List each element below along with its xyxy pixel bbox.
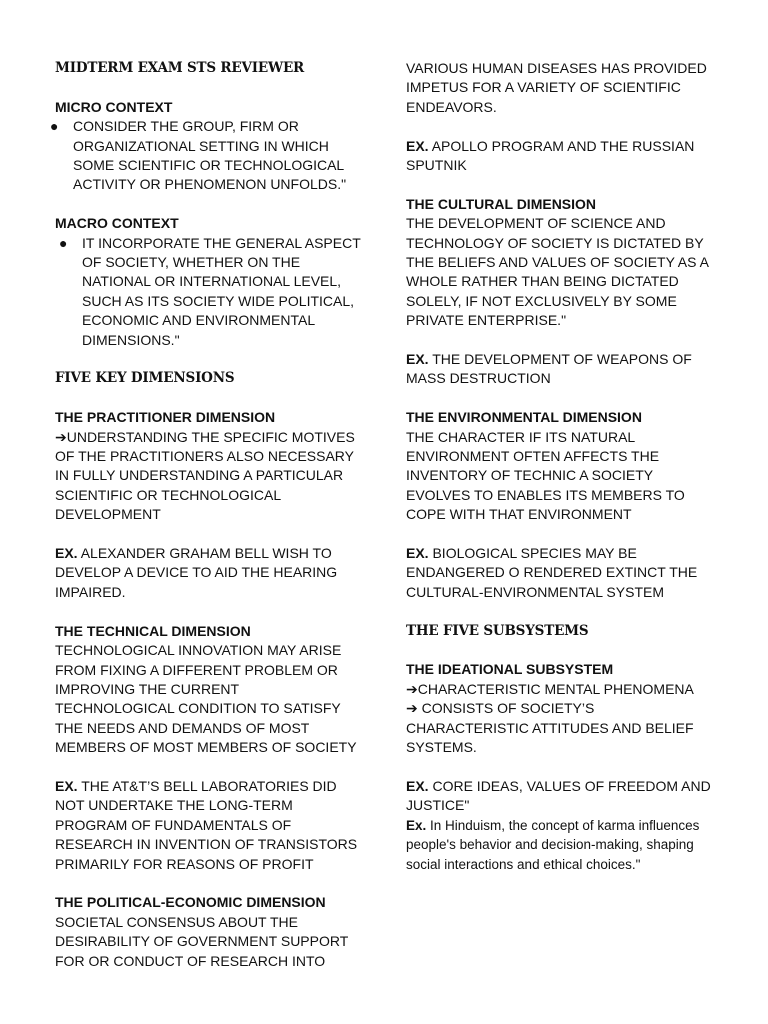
example-label: EX.: [55, 777, 78, 794]
cultural-example: [406, 350, 718, 389]
example-label: EX.: [55, 545, 78, 562]
environmental-example: [406, 544, 718, 602]
ideational-line-2: ➔ CONSISTS OF SOCIETY’S CHARACTERISTIC ATTITUDES AND BELIEF SYSTEMS.: [406, 700, 694, 756]
environmental-body: THE CHARACTER IF ITS NATURAL ENVIRONMENT OFTEN AFFECTS THE INVENTORY OF TECHNIC A SOCIETY EVOLVES TO ENABLES ITS MEMBERS TO COPE WITH THAT ENVIRONMENT: [406, 428, 685, 523]
cultural-heading: THE CULTURAL DIMENSION: [406, 195, 597, 212]
example-label: EX.: [406, 777, 429, 794]
bullet-icon: ●: [59, 234, 68, 251]
example-label: EX.: [406, 137, 429, 154]
example-text: THE DEVELOPMENT OF WEAPONS OF MASS DESTRUCTION: [406, 351, 692, 387]
document-title: MIDTERM EXAM STS REVIEWER: [55, 60, 305, 76]
example-label: Ex.: [406, 817, 427, 833]
five-key-dimensions-heading: FIVE KEY DIMENSIONS: [55, 370, 235, 387]
ideational-line-1: ➔CHARACTERISTIC MENTAL PHENOMENA: [406, 680, 694, 697]
practitioner-example: [55, 544, 361, 602]
list-item: [50, 117, 361, 195]
example-text: ALEXANDER GRAHAM BELL WISH TO DEVELOP A DEVICE TO AID THE HEARING IMPAIRED.: [55, 545, 338, 600]
ideational-example-2: [406, 816, 718, 874]
macro-context-text: IT INCORPORATE THE GENERAL ASPECT OF SOCIETY, WHETHER ON THE NATIONAL OR INTERNATIONAL LEVEL, SUCH AS ITS SOCIETY WIDE POLITICAL, ECONOMIC AND ENVIRONMENTAL DIMENSIONS.": [82, 234, 361, 348]
technical-body: TECHNOLOGICAL INNOVATION MAY ARISE FROM FIXING A DIFFERENT PROBLEM OR IMPROVING THE CURRENT TECHNOLOGICAL CONDITION TO SATISFY THE NEEDS AND DEMANDS OF MOST MEMBERS OF MOST MEMBERS OF SOCIETY: [55, 642, 357, 756]
cultural-body: THE DEVELOPMENT OF SCIENCE AND TECHNOLOGY OF SOCIETY IS DICTATED BY THE BELIEFS AND VALUES OF SOCIETY AS A WHOLE RATHER THAN BEING DICTATED SOLELY, IF NOT EXCLUSIVELY BY SOME PRIVATE ENTERPRISE.": [406, 215, 709, 329]
example-text: THE AT&T’S BELL LABORATORIES DID NOT UNDERTAKE THE LONG-TERM PROGRAM OF FUNDAMENTALS OF RESEARCH IN INVENTION OF TRANSISTORS PRIMARILY FOR REASONS OF PROFIT: [55, 777, 358, 872]
micro-context-text: CONSIDER THE GROUP, FIRM OR ORGANIZATIONAL SETTING IN WHICH SOME SCIENTIFIC OR TECHNOLOGICAL ACTIVITY OR PHENOMENON UNFOLDS.": [73, 118, 347, 193]
example-text: In Hinduism, the concept of karma influences people's behavior and decision-making, shaping social interactions and ethical choices.": [406, 817, 700, 872]
ideational-example-1: [406, 777, 718, 816]
political-economic-body: SOCIETAL CONSENSUS ABOUT THE DESIRABILITY OF GOVERNMENT SUPPORT FOR OR CONDUCT OF RESEARCH INTO: [55, 913, 349, 969]
environmental-heading: THE ENVIRONMENTAL DIMENSION: [406, 409, 642, 426]
technical-example: [55, 777, 361, 874]
ideational-heading: THE IDEATIONAL SUBSYSTEM: [406, 661, 614, 678]
political-economic-example: [406, 137, 718, 176]
example-text: BIOLOGICAL SPECIES MAY BE ENDANGERED O RENDERED EXTINCT THE CULTURAL-ENVIRONMENTAL SYSTEM: [406, 545, 698, 600]
technical-heading: THE TECHNICAL DIMENSION: [55, 622, 251, 639]
example-label: EX.: [406, 351, 429, 368]
example-text: APOLLO PROGRAM AND THE RUSSIAN SPUTNIK: [406, 137, 695, 174]
left-column: [50, 59, 361, 971]
right-column: [406, 59, 718, 874]
practitioner-body: ➔UNDERSTANDING THE SPECIFIC MOTIVES OF THE PRACTITIONERS ALSO NECESSARY IN FULLY UNDERSTANDING A PARTICULAR SCIENTIFIC OR TECHNOLOGICAL DEVELOPMENT: [55, 428, 355, 523]
micro-context-heading: MICRO CONTEXT: [55, 98, 173, 115]
political-economic-body-continued: VARIOUS HUMAN DISEASES HAS PROVIDED IMPETUS FOR A VARIETY OF SCIENTIFIC ENDEAVORS.: [406, 60, 707, 115]
five-subsystems-heading: THE FIVE SUBSYSTEMS: [406, 622, 589, 639]
macro-context-heading: MACRO CONTEXT: [55, 215, 179, 232]
macro-context-list: [55, 234, 361, 350]
example-label: EX.: [406, 545, 429, 562]
bullet-icon: ●: [50, 118, 59, 135]
list-item: [55, 234, 361, 350]
practitioner-heading: THE PRACTITIONER DIMENSION: [55, 409, 276, 426]
political-economic-heading: THE POLITICAL-ECONOMIC DIMENSION: [55, 894, 326, 911]
micro-context-list: [50, 117, 361, 195]
example-text: CORE IDEAS, VALUES OF FREEDOM AND JUSTICE": [406, 777, 711, 814]
